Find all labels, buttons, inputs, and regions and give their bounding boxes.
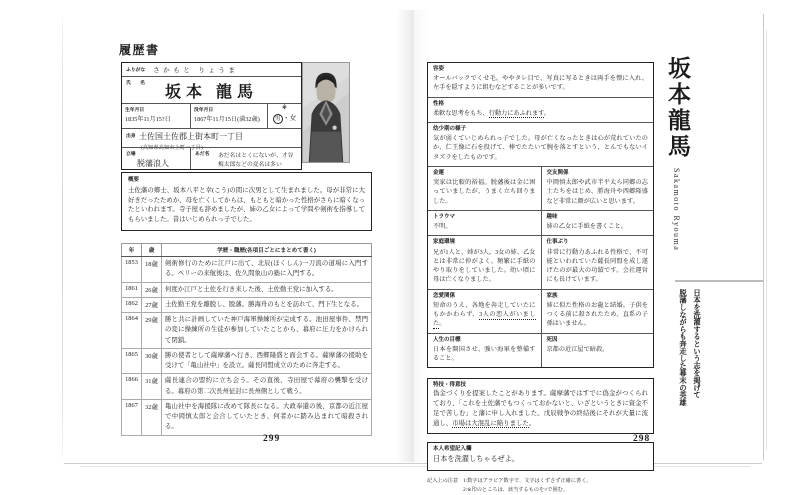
section-personality: 性格 柔軟な思考をもち、行動力にあふれます。 [428, 97, 653, 122]
footnote-line-2: 2:※印のところは、該当するものを○で囲む。 [463, 486, 569, 493]
sidebar-tagline-line-1: 日本を洗濯するという志を掲げて [693, 289, 702, 399]
furigana-row [122, 63, 301, 76]
gender-male-circled: 男 [273, 114, 283, 124]
profile-box [427, 62, 654, 368]
nickname-label: あだ名 [195, 152, 210, 157]
page-number-right: 298 [633, 434, 651, 444]
summary-box [121, 172, 372, 231]
page-edge-right-2 [766, 30, 767, 450]
section-work: 仕事ぶり 非常に行動力あふれる性格で、不可能といわれていた薩長同盟を成し遂げたのが最大の功績です。会社運営にも長けています。 [541, 235, 654, 288]
table-row: 1862 27歳 土佐勤王党を離脱し、脱藩。勝海舟のもとを訪れて、門下生となる。 [122, 297, 372, 312]
table-row: 1853 18歳 剣術修行のために江戸に出て、北辰(ほくしん)一刀流の道場に入門する。ペリーの来航後は、佐久間象山の塾に入門する。 [122, 257, 372, 283]
sidebar-tagline [676, 289, 704, 406]
skill-box: 特技・得意技 偽金づくりを提案したことがあります。薩摩藩ではすでに偽金がつくられており、「これを土佐藩でもつくっておかないと、いざというときに資金不足で苦しむ」と藩に申し入れました。戊辰戦争の終結後にそれが大量に流通し、市場は大混乱に陥りました。 [427, 378, 654, 433]
history-table [121, 243, 372, 436]
furigana-label: ふりがな [126, 68, 146, 73]
section-trauma: トラウマ 不明。 [428, 210, 541, 235]
nickname-cell [190, 148, 301, 169]
birth-value: 1835年11月15?日 [125, 116, 171, 123]
col-year: 年 [122, 244, 142, 257]
origin-row [122, 128, 301, 151]
underlined-phrase: 行動力にあふれます [488, 109, 544, 117]
section-goal: 人生の目標 日本を開国させ、強い海軍を整備すること。 [428, 333, 541, 368]
birth-cell [122, 104, 190, 128]
page-edge-right [763, 14, 764, 460]
section-appearance: 容姿 オールバックでくせ毛。ややタレ目で、写真に写るときは両手を懐に入れ、左手を隠すように組むなどすることが多いです。 [433, 66, 648, 92]
position-value: 脱藩浪人 [137, 159, 169, 168]
section-family-env: 家庭環境 兄が1人と、姉が3人。3女の姉、乙女とは非常に仲がよく、頻繁に手紙のやり取りをしていました。幼い頃に母は亡くなりました。 [428, 235, 541, 288]
footnote-line-1: 1:数字はアラビア数字で、文字はくずさず正確に書く。 [463, 478, 592, 485]
underlined-phrase: 市場は大混乱に陥りました [452, 419, 529, 427]
death-label: 没年月日 [194, 108, 214, 113]
right-page-column [427, 62, 654, 494]
history-header-row [122, 244, 372, 257]
summary-text: 土佐藩の郷士、坂本八平と幸(こう)の間に次男として生まれました。母が非常に大好きだったためか、母を亡くしてからは、もともと暗かった性格がさらに暗くなったといわれます。寺子屋も辞めましたが、姉の乙女によって学問や剣術を指導してもらいました。昔はいじめられっ子でした。 [128, 186, 365, 224]
death-cell [190, 104, 267, 128]
summary-label: 概要 [128, 177, 140, 183]
origin-sub-value: (高知県高知市上町一丁目) [141, 144, 203, 151]
book-gutter [396, 10, 428, 462]
section-love: 恋愛関係 短命のうえ、各地を奔走していたにもかかわらず、3人の恋人がいました。 [428, 289, 541, 333]
doc-title: 履歴書 [119, 43, 160, 57]
origin-value: 土佐国土佐郡上街本町一丁目 [139, 132, 243, 141]
col-age: 歳 [142, 244, 162, 257]
table-row: 1867 32歳 亀山社中を海援隊に改めて隊長になる。大政奉還の後、京都の近江屋で中岡慎太郎と会合していたとき、何者かに踏み込まれて暗殺される。 [122, 399, 372, 435]
footnote [427, 477, 654, 494]
position-label: 立場 [126, 152, 136, 157]
section-family: 家族 姉に似た性格のお龍と結婚。子供をつくる前に殺されたため、直系の子孫はいません。 [541, 289, 654, 333]
portrait-photo [302, 62, 350, 163]
gender-value: 男 ・女 [271, 112, 298, 124]
sidebar-name-vertical: 坂本龍馬 [665, 56, 690, 160]
table-row: 1864 29歳 勝と共に計画していた神戸海軍操練所が完成する。池田屋事件、禁門の変に操練所の生徒が参加していたことから、幕府に圧力をかけられて閉鎖。 [122, 313, 372, 349]
portrait-photo-image [303, 63, 349, 162]
footnote-label: 記入上の注意 [427, 478, 459, 485]
gender-cell [267, 104, 301, 128]
table-row: 1861 26歳 何度か江戸と土佐を行き来した後、土佐勤王党に加入する。 [122, 282, 372, 297]
table-row: 1866 31歳 薩長連合の盟約に立ち会う。その直後、寺田屋で幕府の襲撃を受ける。幕府の第二次長州征討に長州側として戦う。 [122, 374, 372, 400]
nickname-value: あだ名はとくにないが、才谷梅太郎などの変名は多い [218, 153, 294, 168]
name-value: 坂本 龍馬 [164, 83, 258, 101]
page-number-left: 299 [263, 434, 281, 444]
gender-note: ※ [282, 106, 287, 111]
furigana-value: さかもと りょうま [153, 67, 239, 74]
profile-grid [428, 166, 653, 367]
name-row [122, 76, 301, 103]
birth-label: 生年月日 [125, 108, 145, 113]
origin-label: 出身 [126, 134, 136, 139]
position-nickname-row [122, 147, 301, 169]
page-edge-left [62, 14, 63, 460]
sidebar-tagline-line-2: 脱藩しながらも奔走した幕末の英雄 [679, 289, 688, 406]
section-hobby: 趣味 姉の乙女に手紙を書くこと。 [541, 210, 654, 235]
death-value: 1867年11月15日(満32歳) [194, 116, 260, 123]
dates-row [122, 103, 301, 128]
section-death-cause: 死因 京都の近江屋で暗殺。 [541, 333, 654, 368]
gender-female: 女 [289, 115, 297, 122]
section-money: 金運 実家は比較的裕福。脱藩後は金に困っていましたが、うまく立ち回りました。 [428, 166, 541, 210]
position-cell [122, 148, 190, 169]
sidebar-name-roman: Sakamoto Ryouma [672, 168, 681, 252]
table-row: 1865 30歳 勝の使者として薩摩藩へ行き、西郷隆盛と面会する。薩摩藩の援助を受けて「亀山社中」を設立。薩長同盟成立のために奔走する。 [122, 348, 372, 374]
page-edge-bottom [64, 463, 762, 464]
resume-header-form [121, 62, 302, 170]
sidebar-divider [675, 280, 763, 282]
section-friends: 交友関係 中岡慎太郎や武市半平太ら同郷の志士たちをはじめ、勝海舟や西郷隆盛など非常に顔が広いと思います。 [541, 166, 654, 210]
underlined-phrase: 3人の恋人がいました [433, 311, 536, 328]
wish-box: 本人希望記入欄 日本を洗濯しちゃるぜよ。 [427, 442, 654, 472]
col-history: 学歴・職歴(各項目ごとにまとめて書く) [162, 244, 372, 257]
name-label: 氏 名 [126, 81, 149, 86]
section-childhood: 幼少期の様子 気が弱くていじめられっ子でした。母が亡くなったときは心が荒れていたのか、仁王像に石を投げて、棒でたたいて腕を落とすという、とんでもないイタズラをしたものです。 [428, 122, 653, 166]
